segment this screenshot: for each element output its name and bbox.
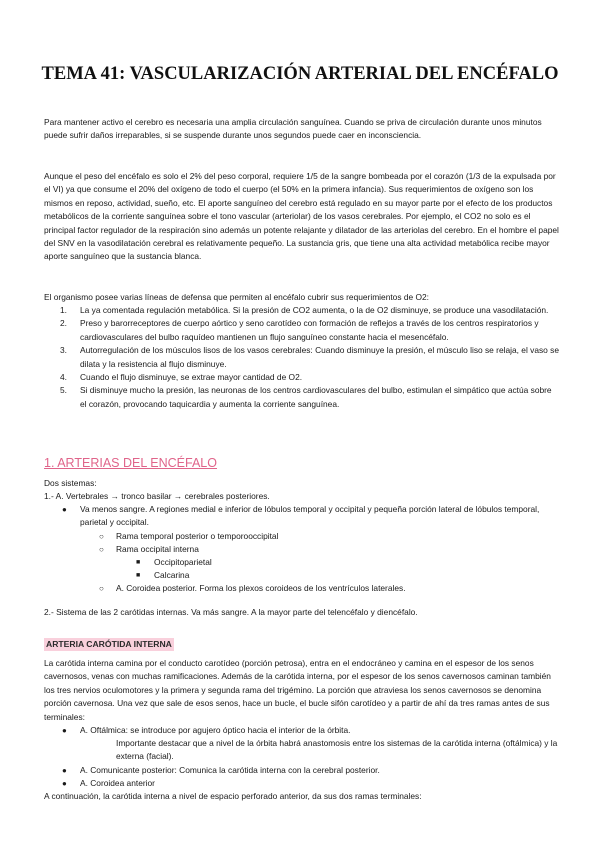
page-title: TEMA 41: VASCULARIZACIÓN ARTERIAL DEL ENCÉFALO (41, 64, 559, 84)
bullet-dot-icon: ● (62, 505, 67, 514)
list-item: 1. La ya comentada regulación metabólica. Si la presión de CO2 aumenta, o la de O2 disminuye, se produce una vasodilatación. (60, 305, 549, 315)
branch-comunicante: A. Comunicante posterior: Comunica la carótida interna con la cerebral posterior. (80, 765, 380, 775)
list-item: 4. Cuando el flujo disminuye, se extrae mayor cantidad de O2. (60, 372, 303, 383)
carotid-paragraph: La carótida interna camina por el conducto carotídeo (porción petrosa), entra en el endocráneo y camina en el espesor de los senos cavernosos, venas con muchas ramificaciones. Además de la carótida interna, por el espesor de los senos cavernosos caminan también los tres nervios oculomotores y la primera y segunda rama del trigémino. La porción que atraviesa los senos cavernosos se denomina porción cavernosa. Una vez que sale de esos senos, hace un bucle, el bucle sifón carotídeo y a partir de ahí da tres ramas antes de sus terminales: (44, 658, 551, 722)
branch-oftalmica-note: Importante destacar que a nivel de la órbita habrá anastomosis entre los sistemas de la carótida interna (oftálmica) y la externa (facial). (116, 738, 558, 762)
closing-line: A continuación, la carótida interna a nivel de espacio perforado anterior, da sus dos ramas terminales: (44, 791, 422, 801)
section-heading-arterias: 1. ARTERIAS DEL ENCÉFALO (44, 456, 217, 470)
list-item: 3. Autorregulación de los músculos lisos de los vasos cerebrales: Cuando disminuye la presión, el músculo liso se relaja, el vaso se dilata y la resistencia al flujo disminuye. (60, 345, 560, 369)
sub-sub-item: Calcarina (154, 570, 190, 580)
defense-intro: El organismo posee varias líneas de defensa que permiten al encéfalo cubrir sus requerimientos de O2: (44, 292, 430, 302)
bullet-square-icon: ■ (136, 559, 141, 566)
list-item: 2. Preso y barorreceptores de cuerpo aórtico y seno carotídeo con formación de reflejos a través de los centros respiratorios y cardiovasculares del bulbo raquídeo mantienen un flujo sanguíneo constante hacia el mesencéfalo. (60, 318, 539, 342)
bullet-circle-icon: ○ (99, 584, 104, 593)
system-1-line: 1.- A. Vertebrales → tronco basilar → cerebrales posteriores. (44, 491, 270, 501)
intro-paragraph: Para mantener activo el cerebro es necesaria una amplia circulación sanguínea. Cuando se priva de circulación durante unos minutos puede sufrir daños irreparables, si se suspende durante unos segundos puede caer en inconsciencia. (44, 117, 542, 141)
sub-item: A. Coroidea posterior. Forma los plexos coroideos de los ventrículos laterales. (116, 583, 406, 593)
branch-coroidea: A. Coroidea anterior (80, 778, 155, 788)
list-item: 5. Si disminuye mucho la presión, las neuronas de los centros cardiovasculares del bulbo, estimulan el simpático que actúa sobre el corazón, provocando taquicardia y aumenta la corriente sanguínea. (60, 385, 552, 409)
sub-sub-item: Occipitoparietal (154, 557, 212, 567)
sub-item: Rama occipital interna (116, 544, 199, 554)
system-1-detail: Va menos sangre. A regiones medial e inferior de lóbulos temporal y occipital y pequeña porción lateral de lóbulos temporal, parietal y occipital. (80, 504, 540, 528)
defense-list (60, 304, 560, 411)
weight-paragraph: Aunque el peso del encéfalo es solo el 2% del peso corporal, requiere 1/5 de la sangre bombeada por el corazón (1/3 de la expulsada por el VI) ya que consume el 20% del oxígeno de todo el cuerpo (el 50% en la primera infancia). Sus requerimientos de oxígeno son los mismos en reposo, actividad, sueño, etc. El aporte sanguíneo del cerebro está regulado en su mayor parte por el efecto de los productos metabólicos de la corriente sanguínea sobre el tono vascular (arteriolar) de los vasos cerebrales. Por ejemplo, el CO2 no solo es el principal factor regulador de la respiración sino además un potente relajante y dilatador de las arteriolas del cerebro. En el hombre el papel del SNV en la vasodilatación cerebral es relativamente pequeño. La sustancia gris, que tiene una alta actividad metabólica recibe mayor aporte sanguíneo que la sustancia blanca. (44, 171, 559, 262)
section-heading-carotida: ARTERIA CARÓTIDA INTERNA (46, 639, 172, 649)
branch-oftalmica: A. Oftálmica: se introduce por agujero óptico hacia el interior de la órbita. (80, 725, 351, 735)
sub-item: Rama temporal posterior o temporooccipital (116, 531, 279, 541)
bullet-square-icon: ■ (136, 572, 141, 579)
bullet-circle-icon: ○ (99, 545, 104, 554)
dos-sistemas-label: Dos sistemas: (44, 478, 97, 488)
bullet-dot-icon: ● (62, 766, 67, 775)
system-2-line: 2.- Sistema de las 2 carótidas internas. Va más sangre. A la mayor parte del telencéfalo y diencéfalo. (44, 607, 418, 617)
bullet-dot-icon: ● (62, 726, 67, 735)
bullet-dot-icon: ● (62, 779, 67, 788)
bullet-circle-icon: ○ (99, 532, 104, 541)
